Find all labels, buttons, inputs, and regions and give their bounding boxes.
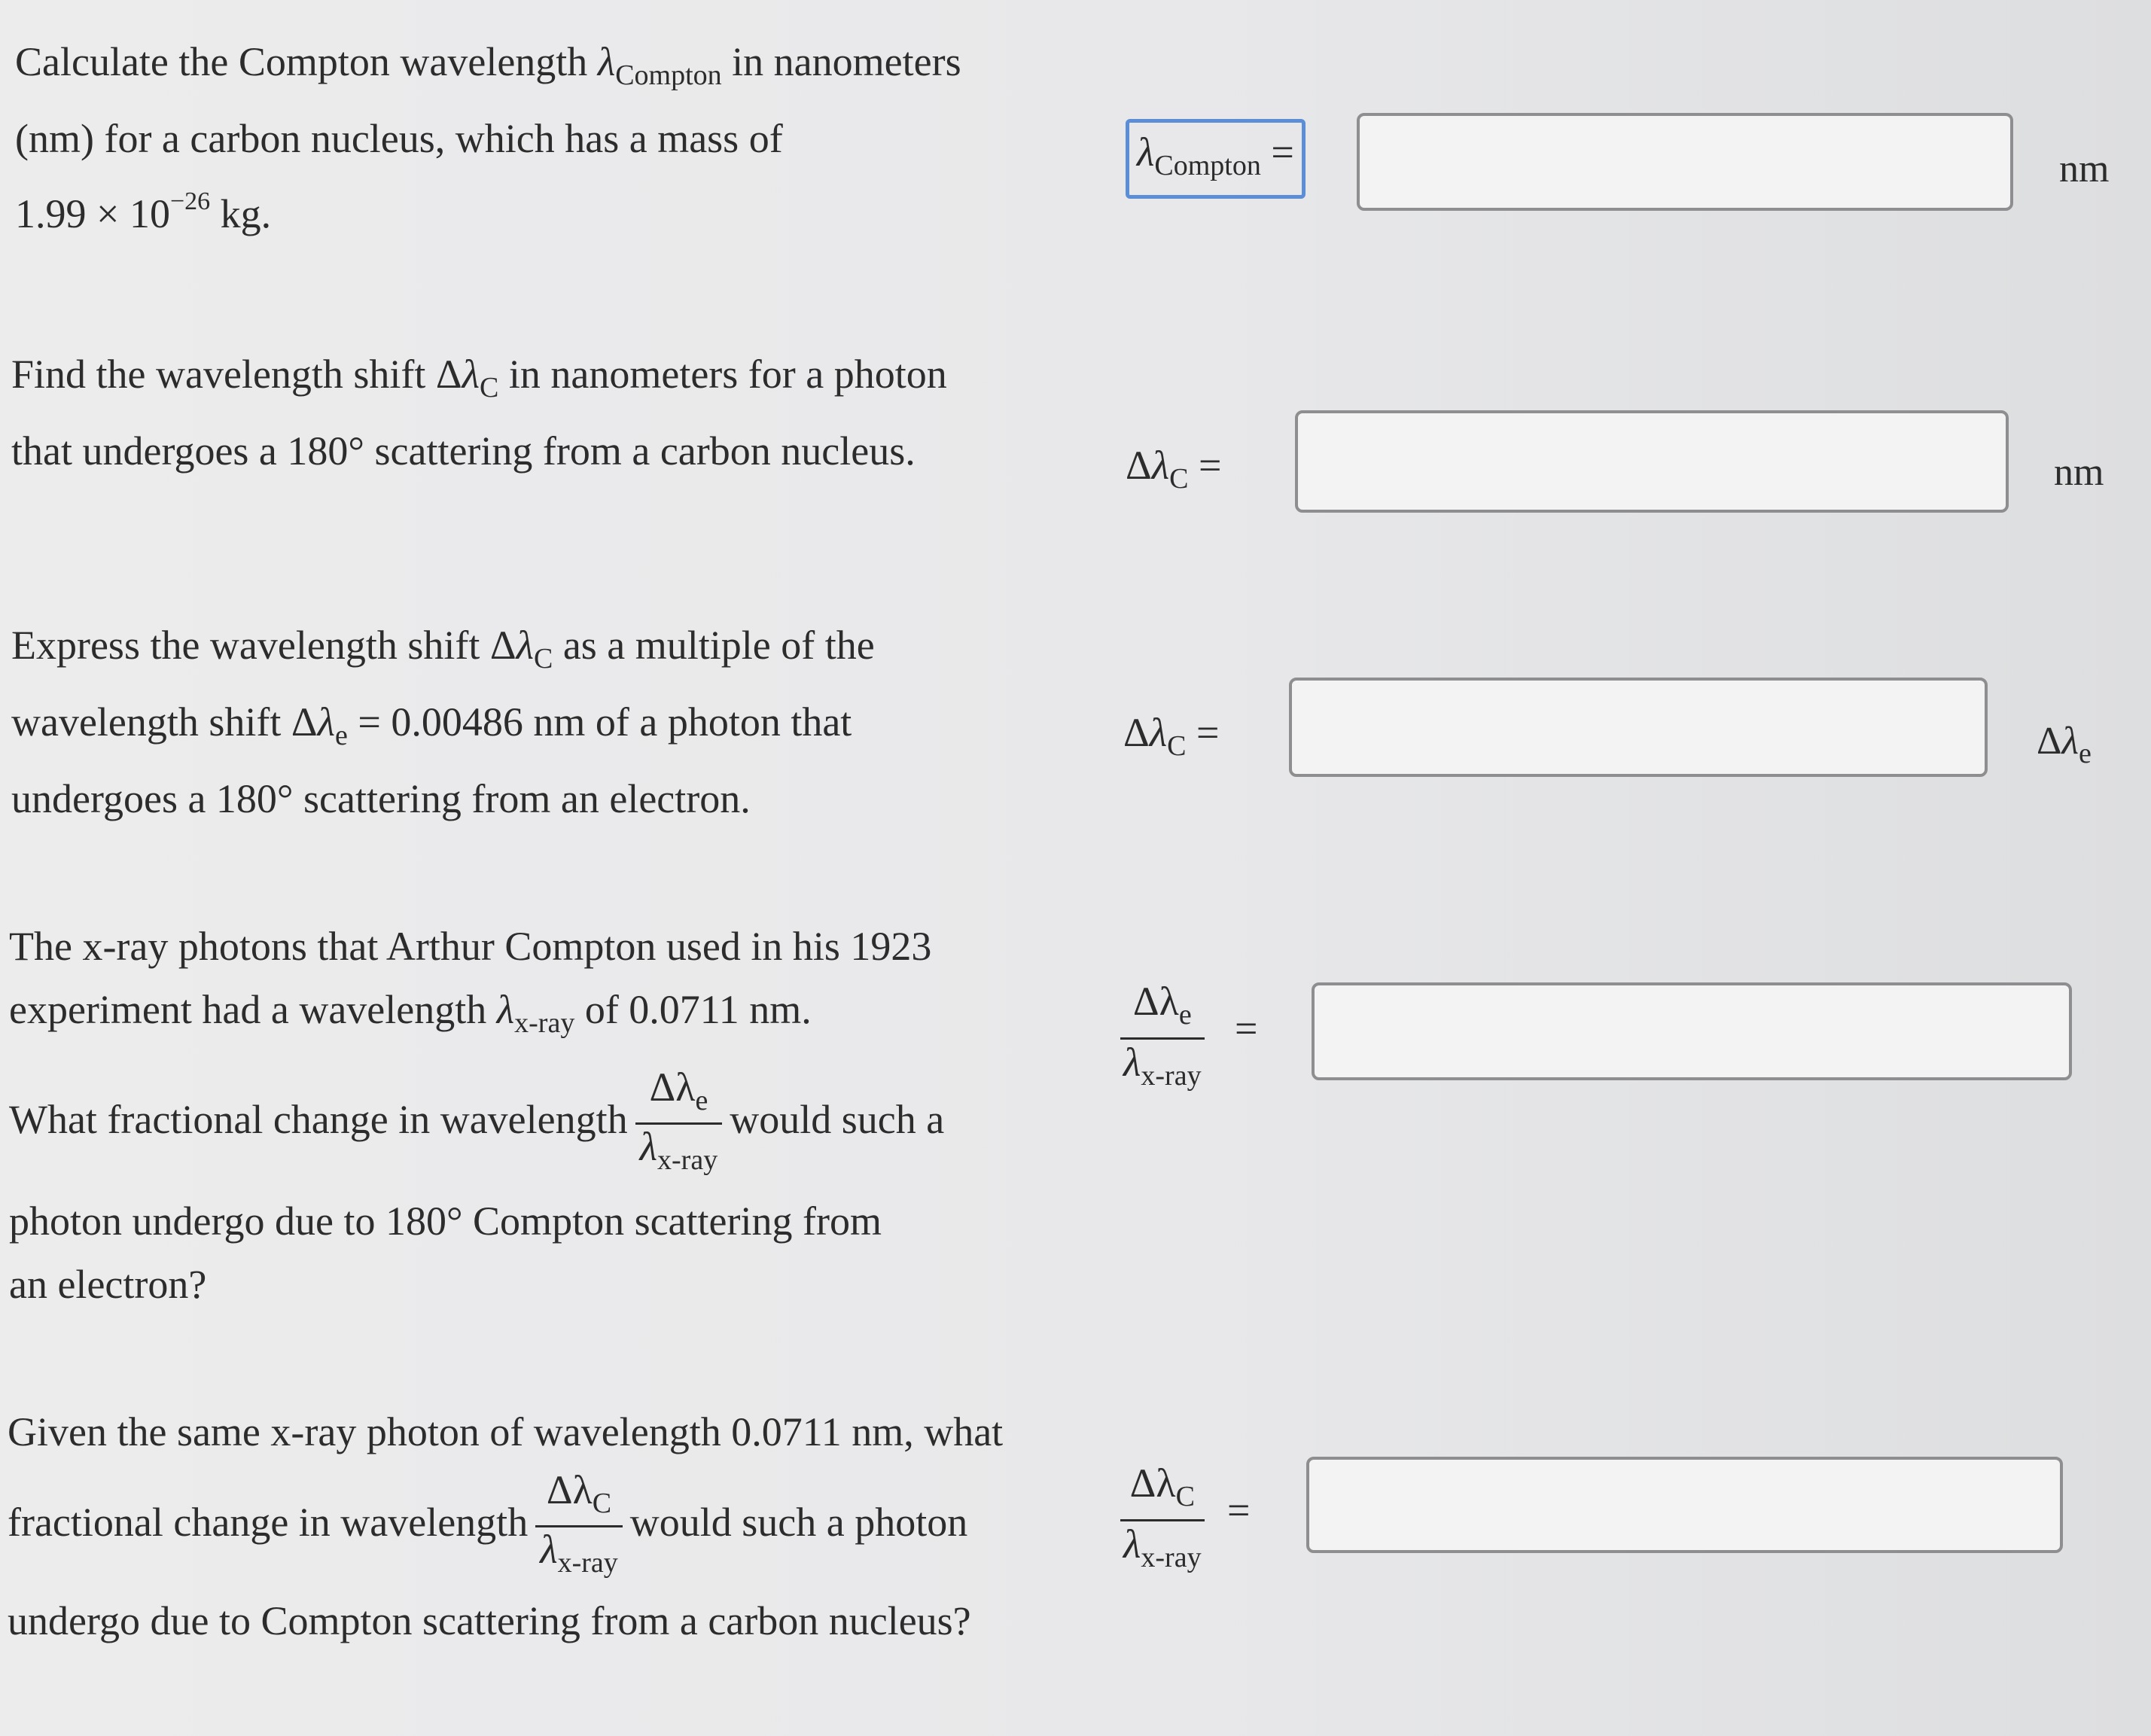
q1-unit: nm — [2059, 148, 2110, 190]
q3-line2: wavelength shift $\Delta\lambda_e = 0.00486$ nm of a photon that — [11, 699, 852, 751]
q1-line3: $1.99 \times 10^{-26}$ kg. — [15, 187, 272, 236]
q3-answer-label: $\Delta\lambda_C$ = — [1123, 710, 1220, 762]
q3-answer-input[interactable] — [1289, 678, 1988, 777]
q3-line3: undergoes a 180° scattering from an electron. — [11, 776, 751, 821]
q4-line3: What fractional change in wavelength $\frac{\Delta\lambda_e}{\lambda_{x-ray}}$ would such a — [9, 1065, 944, 1182]
q1-line2: (nm) for a carbon nucleus, which has a mass of — [15, 116, 783, 161]
q5-inline-fraction: $\frac{\Delta\lambda_C}{\lambda_{x-ray}}$ — [535, 1468, 623, 1585]
q5-equals: = — [1227, 1488, 1251, 1533]
q5-answer-label: $\Delta\lambda_C$ $\lambda_{x-ray}$ — [1120, 1460, 1205, 1580]
q4-inline-fraction: $\frac{\Delta\lambda_e}{\lambda_{x-ray}}$ — [635, 1065, 723, 1182]
q1-answer-label: $\lambda_{Compton}$ = — [1126, 119, 1306, 199]
q5-line3: undergo due to Compton scattering from a carbon nucleus? — [8, 1598, 971, 1643]
q2-answer-input[interactable] — [1295, 410, 2009, 513]
q5-line1: Given the same x-ray photon of wavelength 0.0711 nm, what — [8, 1409, 1004, 1454]
q4-line5: an electron? — [9, 1262, 207, 1307]
q5-line2: fractional change in wavelength $\frac{\Delta\lambda_C}{\lambda_{x-ray}}$ would such a photon — [8, 1468, 1003, 1585]
q1-answer-input[interactable] — [1357, 113, 2013, 211]
q4-answer-input[interactable] — [1312, 982, 2072, 1080]
q3-line1: Express the wavelength shift $\Delta\lambda_C$ as a multiple of the — [11, 623, 875, 675]
q2-prompt — [11, 343, 947, 483]
q4-line4: photon undergo due to 180° Compton scattering from — [9, 1198, 882, 1244]
q2-unit: nm — [2054, 451, 2104, 494]
q5-answer-input[interactable] — [1306, 1457, 2063, 1553]
q1-prompt — [15, 30, 961, 245]
q2-line2: that undergoes a 180° scattering from a carbon nucleus. — [11, 428, 916, 474]
q4-prompt — [9, 915, 944, 1316]
q1-line1: Calculate the Compton wavelength $\lambda_{Compton}$ in nanometers — [15, 39, 961, 91]
q5-prompt — [8, 1400, 1003, 1652]
q4-equals: = — [1235, 1006, 1258, 1051]
q3-unit: $\Delta\lambda_e$ — [2037, 720, 2092, 769]
q4-answer-label: $\Delta\lambda_e$ $\lambda_{x-ray}$ — [1120, 979, 1205, 1098]
q2-answer-label: $\Delta\lambda_C$ = — [1126, 443, 1222, 495]
q3-prompt — [11, 614, 875, 830]
q2-line1: Find the wavelength shift $\Delta\lambda_C$ in nanometers for a photon — [11, 352, 947, 404]
q4-line1: The x-ray photons that Arthur Compton used in his 1923 — [9, 924, 932, 969]
q4-line2: experiment had a wavelength $\lambda_{x-ray}$ of 0.0711 nm. — [9, 987, 812, 1039]
